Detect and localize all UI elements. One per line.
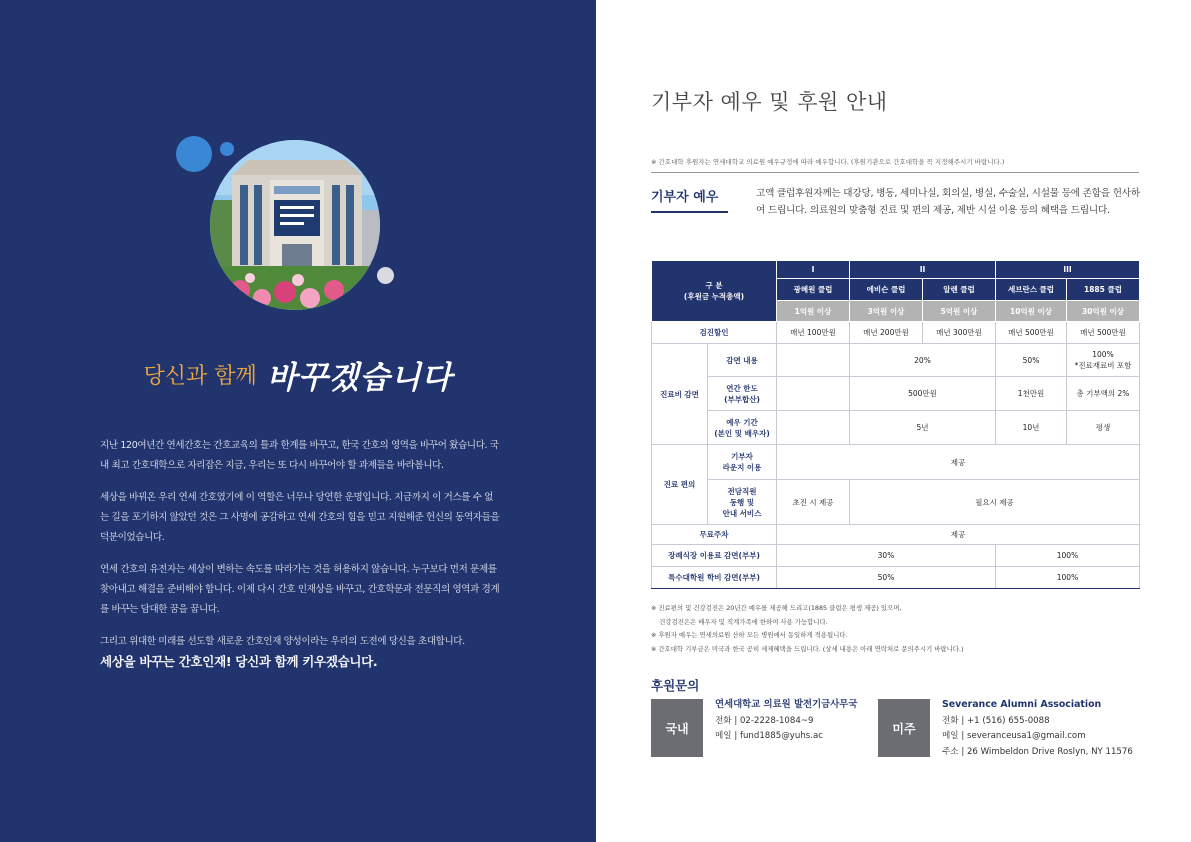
medical-reduction-group: 진료비 감면 <box>652 344 708 445</box>
table-cell: 100% <box>996 567 1140 589</box>
table-cell: 필요시 제공 <box>850 480 1140 525</box>
lounge-label <box>708 445 777 480</box>
headline-part1: 당신과 함께 <box>143 364 257 389</box>
donor-section-label: 기부자 예우 <box>651 186 728 213</box>
headline <box>0 352 596 397</box>
us-contact <box>942 697 1133 760</box>
paragraph: 연세 간호의 유전자는 세상이 변하는 속도를 따라가는 것을 허용하지 않습니다. 누구보다 먼저 문제를 찾아내고 해결을 준비해야 합니다. 이제 다시 간호 인재상을 바꾸고, 간호학문과 전문직의 영역과 경계를 바꾸는 담대한 꿈을 꿉니다. <box>100 564 500 615</box>
club-amount: 3억원 이상 <box>850 301 923 322</box>
paragraph: 그리고 위대한 미래를 선도할 새로운 간호인재 양성이라는 우리의 도전에 당신을 초대합니다. <box>100 636 465 647</box>
table-cell: 매년 200만원 <box>850 322 923 344</box>
club-name: 세브란스 클럽 <box>996 279 1067 301</box>
table-cell: 30% <box>777 545 996 567</box>
divider <box>651 172 1139 173</box>
club-amount: 5억원 이상 <box>923 301 996 322</box>
tier-2: II <box>850 261 996 279</box>
footnote: ※ 진료편의 및 건강검진은 20년간 예우를 제공해 드리고(1885 클럽은 평생 제공) 있으며, <box>651 604 902 612</box>
club-amount: 1억원 이상 <box>777 301 850 322</box>
escort-label <box>708 480 777 525</box>
domestic-contact <box>715 697 857 745</box>
checkup-label: 검진할인 <box>652 322 777 344</box>
cell-line: 기부자 <box>731 452 753 461</box>
club-amount: 10억원 이상 <box>996 301 1067 322</box>
domestic-org: 연세대학교 의료원 발전기금사무국 <box>715 699 858 710</box>
right-page <box>596 0 1191 842</box>
club-amount: 30억원 이상 <box>1067 301 1140 322</box>
cell-line: (본인 및 배우자) <box>714 428 770 438</box>
header-label: 구 분 <box>705 281 723 290</box>
tuition-label: 특수대학원 학비 감면(부부) <box>652 567 777 589</box>
limit-label <box>708 377 777 411</box>
cell-line: 안내 서비스 <box>722 508 762 518</box>
us-org: Severance Alumni Association <box>942 699 1102 710</box>
header-category <box>652 261 777 322</box>
cell-line: 전담직원 <box>727 486 757 496</box>
table-cell: 평생 <box>1067 411 1140 445</box>
footnotes <box>651 602 963 656</box>
page-title: 기부자 예우 및 후원 안내 <box>651 90 888 114</box>
table-cell: 20% <box>850 344 996 377</box>
domestic-email: 메일 | fund1885@yuhs.ac <box>715 731 823 741</box>
table-cell: 50% <box>996 344 1067 377</box>
cell-line: 라운지 이용 <box>722 463 762 472</box>
tier-3: III <box>996 261 1140 279</box>
club-name: 에비슨 클럽 <box>850 279 923 301</box>
club-name: 알렌 클럽 <box>923 279 996 301</box>
cell-line: (부부합산) <box>724 394 760 404</box>
contact-title: 후원문의 <box>651 678 700 693</box>
cell-line: 연간 한도 <box>726 383 758 393</box>
footnote: 건강검진은은 배우자 및 직계가족에 한하여 사용 가능합니다. <box>651 617 828 626</box>
paragraph: 세상을 바꿔온 우리 연세 간호였기에 이 역할은 너무나 당연한 운명입니다. 지금까지 이 거스를 수 없는 길을 포기하지 않았던 것은 그 사명에 공감하고 연세 간호의 힘을 믿고 지원해준 헌신의 동역자들을 덕분이었습니다. <box>100 492 500 543</box>
decor-circle-gray <box>377 267 394 284</box>
footnote: ※ 후원자 예우는 연세의료원 산하 모든 병원에서 동일하게 적용됩니다. <box>651 631 848 639</box>
top-note: ※ 간호대학 후원자는 연세대학교 의료원 예우규정에 따라 예우합니다. (후원기관으로 간호대학을 꼭 지정해주시기 바랍니다.) <box>651 158 1005 166</box>
domestic-badge: 국내 <box>651 699 703 757</box>
us-address: 주소 | 26 Wimbeldon Drive Roslyn, NY 11576 <box>942 746 1133 757</box>
table-cell: 제공 <box>777 445 1140 480</box>
building-illustration <box>210 140 380 310</box>
table-cell-empty <box>777 344 850 377</box>
us-email: 메일 | severanceusa1@gmail.com <box>942 731 1086 741</box>
period-label <box>708 411 777 445</box>
table-cell: 매년 300만원 <box>923 322 996 344</box>
table-cell: 500만원 <box>850 377 996 411</box>
decor-circle-small <box>220 142 234 156</box>
cell-line: *진료재료비 포함 <box>1074 361 1132 370</box>
table-cell-empty <box>777 377 850 411</box>
reduction-label: 감면 내용 <box>708 344 777 377</box>
table-cell-empty <box>777 411 850 445</box>
cell-line: 예우 기간 <box>726 417 758 427</box>
closing-statement: 세상을 바꾸는 간호인재! 당신과 함께 키우겠습니다. <box>100 654 378 669</box>
table-cell: 매년 500만원 <box>1067 322 1140 344</box>
funeral-label: 장례식장 이용료 감면(부부) <box>652 545 777 567</box>
table-cell: 10년 <box>996 411 1067 445</box>
club-name: 광혜원 클럽 <box>777 279 850 301</box>
building-photo <box>210 140 380 310</box>
paragraph: 지난 120여년간 연세간호는 간호교육의 틀과 한계를 바꾸고, 한국 간호의 영역을 바꾸어 왔습니다. 국내 최고 간호대학으로 자리잡은 지금, 우리는 또 다시 바꾸어야 할 과제들을 바라봅니다. <box>100 440 499 471</box>
decor-circle-large <box>176 136 212 172</box>
us-phone: 전화 | +1 (516) 655-0088 <box>942 715 1050 726</box>
club-name: 1885 클럽 <box>1067 279 1140 301</box>
table-cell: 매년 500만원 <box>996 322 1067 344</box>
donor-description: 고액 클럽후원자께는 대강당, 병동, 세미나실, 회의실, 병실, 수술실, 시설물 등에 존함을 헌사하여 드립니다. 의료원의 맞춤형 진료 및 편의 제공, 제반 시설 이용 등의 혜택을 드립니다. <box>756 188 1140 216</box>
table-cell: 1천만원 <box>996 377 1067 411</box>
table-cell: 100% <box>996 545 1140 567</box>
intro-text <box>100 436 500 684</box>
table-cell: 매년 100만원 <box>777 322 850 344</box>
us-badge: 미주 <box>878 699 930 757</box>
table-cell: 제공 <box>777 525 1140 545</box>
cell-line: 동행 및 <box>729 497 755 507</box>
table-cell: 총 기부액의 2% <box>1067 377 1140 411</box>
cell-line: 100% <box>1092 350 1114 359</box>
table-cell <box>1067 344 1140 377</box>
convenience-group: 진료 편의 <box>652 445 708 525</box>
table-cell: 50% <box>777 567 996 589</box>
table-cell: 초진 시 제공 <box>777 480 850 525</box>
header-sublabel: (후원금 누적총액) <box>683 292 745 301</box>
table-cell: 5년 <box>850 411 996 445</box>
footnote: ※ 간호대학 기부금은 미국과 한국 공히 세제혜택을 드립니다. (상세 내용은 아래 연락처로 문의주시기 바랍니다.) <box>651 644 964 653</box>
domestic-phone: 전화 | 02-2228-1084~9 <box>715 715 814 726</box>
parking-label: 무료주차 <box>652 525 777 545</box>
headline-calligraphy: 바꾸겠습니다 <box>266 360 453 396</box>
tier-1: I <box>777 261 850 279</box>
benefits-table <box>651 260 1140 589</box>
